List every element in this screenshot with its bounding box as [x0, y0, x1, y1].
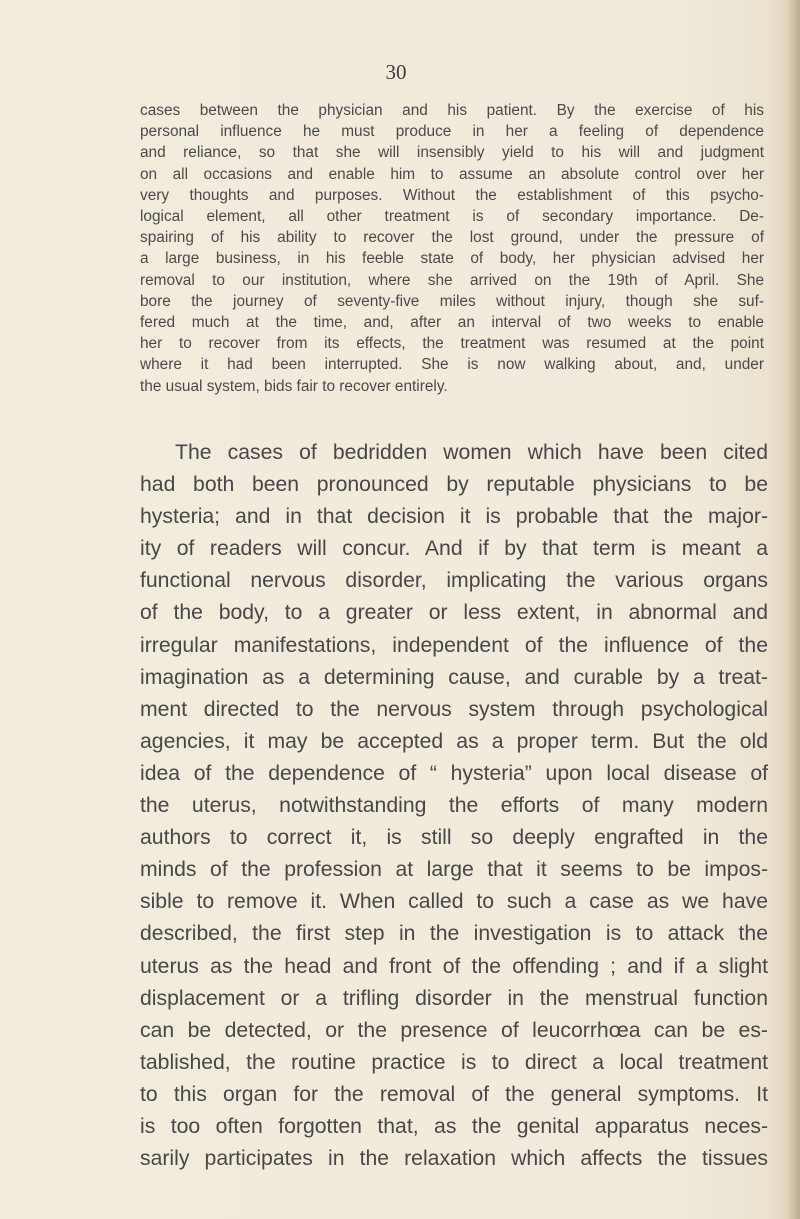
text-line: functional nervous disorder, implicating the various organs: [140, 569, 768, 593]
text-line: a large business, in his feeble state of body, her physician advised her: [140, 250, 764, 268]
text-line: imagination as a determining cause, and curable by a treat-: [140, 665, 768, 689]
text-line: personal influence he must produce in her a feeling of dependence: [140, 123, 764, 141]
text-line: the uterus, notwithstanding the efforts of many modern: [140, 794, 768, 818]
text-line: ment directed to the nervous system through psychological: [140, 697, 768, 721]
text-line: spairing of his ability to recover the lost ground, under the pressure of: [140, 229, 764, 247]
text-line: and reliance, so that she will insensibly yield to his will and judgment: [140, 144, 764, 162]
text-line: agencies, it may be accepted as a proper term. But the old: [140, 729, 768, 753]
text-line: of the body, to a greater or less extent, in abnormal and: [140, 601, 768, 625]
text-line: is too often forgotten that, as the genital apparatus neces-: [140, 1114, 768, 1138]
page-number: 30: [385, 60, 407, 84]
text-line: irregular manifestations, independent of the influence of the: [140, 633, 768, 657]
text-line: on all occasions and enable him to assume an absolute control over her: [140, 165, 764, 183]
text-line: authors to correct it, is still so deeply engrafted in the: [140, 826, 768, 850]
text-line: hysteria; and in that decision it is probable that the major-: [140, 505, 768, 529]
text-line: uterus as the head and front of the offending ; and if a slight: [140, 954, 768, 978]
text-line: removal to our institution, where she arrived on the 19th of April. She: [140, 271, 764, 289]
text-line: sarily participates in the relaxation which affects the tissues: [140, 1147, 768, 1171]
text-line: bore the journey of seventy-five miles without injury, though she suf-: [140, 292, 764, 310]
paragraph-small-print: [140, 100, 764, 397]
text-line: displacement or a trifling disorder in the menstrual function: [140, 986, 768, 1010]
text-line: The cases of bedridden women which have been cited: [175, 441, 768, 464]
text-line: logical element, all other treatment is of secondary importance. De-: [140, 208, 764, 226]
text-line: ity of readers will concur. And if by that term is meant a: [140, 537, 768, 561]
text-line: tablished, the routine practice is to direct a local treatment: [140, 1050, 768, 1074]
text-line: cases between the physician and his patient. By the exercise of his: [140, 102, 764, 119]
text-line: sible to remove it. When called to such a case as we have: [140, 890, 768, 914]
text-line: to this organ for the removal of the general symptoms. It: [140, 1082, 768, 1106]
text-line: idea of the dependence of “ hysteria” upon local disease of: [140, 761, 768, 785]
text-line: the usual system, bids fair to recover entirely.: [140, 377, 448, 395]
text-line: had both been pronounced by reputable physicians to be: [140, 473, 768, 497]
page-edge-shadow: [786, 0, 800, 1219]
text-line: very thoughts and purposes. Without the establishment of this psycho-: [140, 186, 764, 204]
text-line: described, the first step in the investigation is to attack the: [140, 922, 768, 946]
text-line: minds of the profession at large that it seems to be impos-: [140, 858, 768, 882]
text-line: fered much at the time, and, after an interval of two weeks to enable: [140, 314, 764, 332]
text-line: can be detected, or the presence of leucorrhœa can be es-: [140, 1018, 768, 1042]
text-line: where it had been interrupted. She is now walking about, and, under: [140, 356, 764, 374]
paragraph-large-print: [140, 437, 768, 1175]
text-line: her to recover from its effects, the treatment was resumed at the point: [140, 335, 764, 353]
